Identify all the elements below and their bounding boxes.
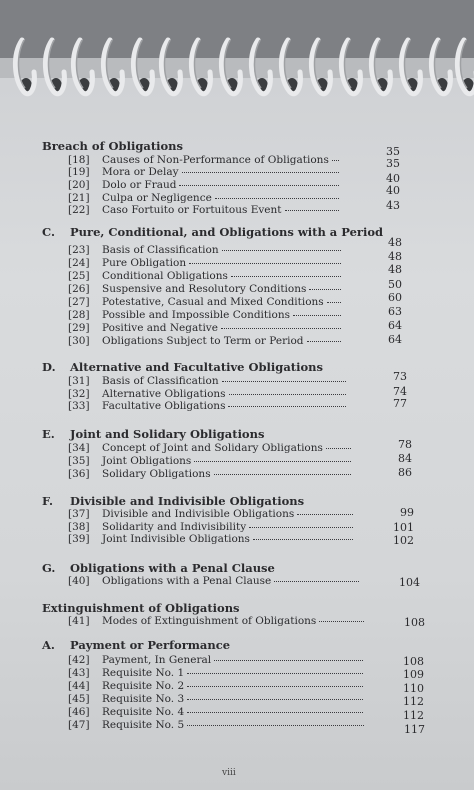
entry-title: Requisite No. 1: [102, 667, 185, 679]
entry-number: [30]: [68, 335, 90, 347]
entry-number: [37]: [68, 508, 90, 520]
page-number: 108: [403, 655, 424, 668]
dot-leader: [187, 692, 363, 700]
entry-number: [43]: [68, 667, 90, 679]
entry-title: Facultative Obligations: [102, 400, 226, 412]
entry-number: [27]: [68, 296, 90, 308]
entry-number: [41]: [68, 615, 90, 627]
page-number: 102: [393, 534, 414, 547]
toc-entry[interactable]: [68, 706, 366, 718]
entry-number: [46]: [68, 706, 90, 718]
entry-title: Requisite No. 5: [102, 719, 185, 731]
dot-leader: [214, 653, 363, 661]
entry-number: [29]: [68, 322, 90, 334]
entry-number: [31]: [68, 375, 90, 387]
dot-leader: [293, 308, 341, 316]
dot-leader: [187, 679, 363, 687]
entry-number: [20]: [68, 179, 90, 191]
section-title: Alternative and Facultative Obligations: [70, 360, 323, 374]
page-number: 60: [388, 291, 402, 304]
section-letter: D.: [42, 360, 56, 374]
page-number: 110: [403, 682, 424, 695]
page-number: 73: [393, 370, 407, 383]
dot-leader: [179, 178, 339, 186]
entry-title: Solidary Obligations: [102, 468, 211, 480]
section-title: Payment or Performance: [70, 638, 231, 652]
toc-entry[interactable]: [68, 442, 354, 454]
section-heading: [42, 561, 275, 575]
entry-title: Pure Obligation: [102, 257, 187, 269]
page-number: 78: [398, 438, 412, 451]
dot-leader: [231, 269, 341, 277]
dot-leader: [326, 441, 351, 449]
entry-title: Requisite No. 3: [102, 693, 185, 705]
entry-number: [18]: [68, 154, 90, 166]
section-title: Obligations with a Penal Clause: [70, 561, 275, 575]
toc-entry[interactable]: [68, 322, 344, 334]
page-number: 40: [386, 172, 400, 185]
page-number: 64: [388, 333, 402, 346]
dot-leader: [229, 387, 346, 395]
toc-entry[interactable]: [68, 680, 366, 692]
toc-entry[interactable]: [68, 468, 354, 480]
entry-title: Conditional Obligations: [102, 270, 228, 282]
toc-entry[interactable]: [68, 400, 349, 412]
entry-title: Solidarity and Indivisibility: [102, 521, 247, 533]
dot-leader: [297, 507, 353, 515]
dot-leader: [222, 374, 346, 382]
entry-title: Obligations with a Penal Clause: [102, 575, 272, 587]
entry-number: [28]: [68, 309, 90, 321]
dot-leader: [228, 399, 346, 407]
page-number: 109: [403, 668, 424, 681]
entry-number: [21]: [68, 192, 90, 204]
section-letter: G.: [42, 561, 56, 575]
section-heading: [42, 139, 183, 153]
page-number: 112: [403, 709, 424, 722]
dot-leader: [214, 467, 351, 475]
entry-number: [23]: [68, 244, 90, 256]
page-number: 40: [386, 184, 400, 197]
page-number: 99: [400, 506, 414, 519]
toc-entry[interactable]: [68, 244, 344, 256]
toc-entry[interactable]: [68, 283, 344, 295]
entry-number: [33]: [68, 400, 90, 412]
dot-leader: [221, 321, 341, 329]
dot-leader: [285, 203, 339, 211]
section-heading: [42, 601, 240, 615]
page-number: 48: [388, 250, 402, 263]
dot-leader: [222, 243, 341, 251]
section-letter: A.: [42, 638, 55, 652]
entry-number: [45]: [68, 693, 90, 705]
entry-number: [19]: [68, 166, 90, 178]
dot-leader: [187, 666, 363, 674]
toc-entry[interactable]: [68, 375, 349, 387]
entry-title: Causes of Non-Performance of Obligations: [102, 154, 329, 166]
toc-entry[interactable]: [68, 166, 342, 178]
entry-number: [47]: [68, 719, 90, 731]
section-heading: [42, 494, 304, 508]
entry-title: Modes of Extinguishment of Obligations: [102, 615, 317, 627]
entry-title: Mora or Delay: [102, 166, 179, 178]
entry-title: Dolo or Fraud: [102, 179, 177, 191]
dot-leader: [274, 574, 359, 582]
entry-title: Alternative Obligations: [102, 388, 226, 400]
page-number: 77: [393, 397, 407, 410]
entry-title: Possible and Impossible Conditions: [102, 309, 290, 321]
entry-title: Potestative, Casual and Mixed Conditions: [102, 296, 324, 308]
entry-number: [39]: [68, 533, 90, 545]
entry-title: Suspensive and Resolutory Conditions: [102, 283, 307, 295]
section-title: Extinguishment of Obligations: [42, 601, 240, 615]
entry-number: [36]: [68, 468, 90, 480]
dot-leader: [187, 718, 364, 726]
toc-entry[interactable]: [68, 270, 344, 282]
toc-entry[interactable]: [68, 667, 366, 679]
entry-title: Divisible and Indivisible Obligations: [102, 508, 295, 520]
toc-entry[interactable]: [68, 455, 354, 467]
dot-leader: [189, 256, 341, 264]
section-letter: C.: [42, 225, 55, 239]
page-number: 43: [386, 199, 400, 212]
toc-entry[interactable]: [68, 296, 344, 308]
section-title: Divisible and Indivisible Obligations: [70, 494, 305, 508]
entry-title: Joint Indivisible Obligations: [102, 533, 250, 545]
page-number: 117: [404, 723, 425, 736]
section-heading: [42, 360, 323, 374]
entry-title: Obligations Subject to Term or Period: [102, 335, 304, 347]
page-number: 35: [386, 157, 400, 170]
entry-number: [44]: [68, 680, 90, 692]
entry-number: [25]: [68, 270, 90, 282]
page-footer: viii: [222, 768, 236, 778]
entry-title: Requisite No. 4: [102, 706, 185, 718]
dot-leader: [332, 153, 339, 161]
entry-number: [38]: [68, 521, 90, 533]
page-number: 35: [386, 145, 400, 158]
dot-leader: [182, 165, 339, 173]
dot-leader: [194, 454, 351, 462]
toc-entry[interactable]: [68, 335, 344, 347]
entry-title: Caso Fortuito or Fortuitous Event: [102, 204, 282, 216]
entry-title: Requisite No. 2: [102, 680, 185, 692]
entry-number: [24]: [68, 257, 90, 269]
page-number: 86: [398, 466, 412, 479]
toc-entry[interactable]: [68, 719, 367, 731]
page-number: 108: [404, 616, 425, 629]
dot-leader: [253, 532, 353, 540]
entry-title: Concept of Joint and Solidary Obligations: [102, 442, 323, 454]
dot-leader: [327, 295, 341, 303]
entry-number: [40]: [68, 575, 90, 587]
toc-entry[interactable]: [68, 257, 344, 269]
dot-leader: [215, 191, 339, 199]
toc-entry[interactable]: [68, 508, 356, 520]
entry-number: [26]: [68, 283, 90, 295]
page-number: 50: [388, 278, 402, 291]
section-heading: [42, 638, 230, 652]
section-title: Joint and Solidary Obligations: [70, 427, 265, 441]
page-number: 48: [388, 236, 402, 249]
toc-entry[interactable]: [68, 309, 344, 321]
entry-number: [34]: [68, 442, 90, 454]
entry-number: [22]: [68, 204, 90, 216]
section-letter: F.: [42, 494, 54, 508]
entry-title: Joint Obligations: [102, 455, 192, 467]
entry-number: [32]: [68, 388, 90, 400]
toc-entry[interactable]: [68, 575, 362, 587]
section-letter: E.: [42, 427, 55, 441]
section-title: Breach of Obligations: [42, 139, 184, 153]
toc-entry[interactable]: [68, 179, 342, 191]
toc-entry[interactable]: [68, 654, 366, 666]
entry-title: Basis of Classification: [102, 375, 219, 387]
entry-title: Basis of Classification: [102, 244, 219, 256]
entry-title: Payment, In General: [102, 654, 212, 666]
page-number: 101: [393, 521, 414, 534]
page-number: 112: [403, 695, 424, 708]
toc-entry[interactable]: [68, 693, 366, 705]
page-number: 104: [399, 576, 420, 589]
entry-title: Positive and Negative: [102, 322, 218, 334]
entry-number: [35]: [68, 455, 90, 467]
toc-entry[interactable]: [68, 615, 367, 627]
dot-leader: [309, 282, 341, 290]
section-heading: [42, 225, 383, 239]
section-title: Pure, Conditional, and Obligations with a Period: [70, 225, 384, 239]
toc-entry[interactable]: [68, 204, 342, 216]
dot-leader: [249, 520, 353, 528]
dot-leader: [187, 705, 363, 713]
entry-number: [42]: [68, 654, 90, 666]
dot-leader: [319, 614, 364, 622]
page-number: 84: [398, 452, 412, 465]
page-number: 74: [393, 385, 407, 398]
page-number: 63: [388, 305, 402, 318]
section-heading: [42, 427, 264, 441]
page-number: 64: [388, 319, 402, 332]
dot-leader: [307, 334, 342, 342]
page-number: 48: [388, 263, 402, 276]
entry-title: Culpa or Negligence: [102, 192, 212, 204]
toc-entry[interactable]: [68, 533, 356, 545]
